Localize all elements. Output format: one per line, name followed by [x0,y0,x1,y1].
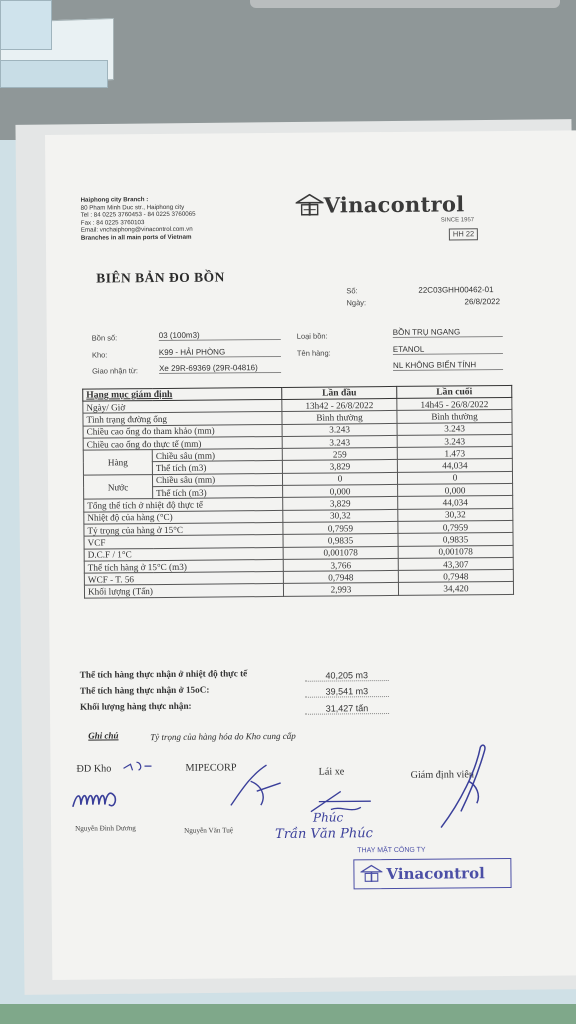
row-last: 0,9835 [398,533,513,546]
kho-value: K99 - HẢI PHÒNG [159,347,281,358]
row-label: D.C.F / 1°C [84,547,283,561]
row-last: 0,000 [398,484,513,497]
desk-tray [250,0,560,8]
measurement-table [82,385,514,598]
row-last: 0,001078 [398,545,513,558]
row-first: 3.243 [282,435,397,448]
row-last: 44,034 [398,496,513,509]
row-first: 3,766 [283,558,398,571]
so-label: Số: [346,286,358,296]
row-label: Chiều sâu (mm) [152,449,282,462]
ngay-value: 26/8/2022 [464,297,501,307]
sig-role-mipecorp: MIPECORP [185,762,237,774]
row-label: WCF - T. 56 [84,572,283,586]
summary-value: 39,541 m3 [305,686,389,698]
row-last: Bình thường [397,410,512,423]
row-first: 30,32 [283,509,398,522]
row-first: 3.243 [282,423,397,436]
branch-address: 80 Pham Minh Duc str., Haiphong city [80,203,185,212]
summary-value: 31,427 tấn [305,703,389,715]
row-first: 2,993 [283,583,398,596]
row-label: Ngày/ Giờ [83,399,282,413]
group-label-nuoc: Nước [83,474,152,499]
row-first: Bình thường [282,411,397,424]
scales-icon [296,193,324,217]
row-first: 3,829 [282,460,397,473]
form-code-box: HH 22 [449,228,478,240]
vinacontrol-logo [296,191,465,217]
document-title: BIÊN BẢN ĐO BỒN [96,269,225,286]
branch-network: Branches in all main ports of Vietnam [80,233,192,242]
row-label: Thể tích (m3) [152,461,282,474]
desk-bottom-strip [0,1004,576,1024]
row-first: 13h42 - 26/8/2022 [282,398,397,411]
stamp-brand: Vinacontrol [386,864,485,884]
bon-so-value: 03 (100m3) [159,330,281,341]
row-label: Tổng thể tích ở nhiệt độ thực tế [84,498,283,512]
row-last: 3.243 [397,434,512,447]
stamp-thay-mat: THAY MẶT CÔNG TY [357,846,426,855]
row-first: 3,829 [283,497,398,510]
group-label-hang: Hàng [83,450,152,475]
signature-dd-kho [69,784,169,815]
company-stamp [333,844,521,904]
ten-hang-label: Tên hàng: [296,348,331,358]
row-first: 0,9835 [283,534,398,547]
summary-label: Thể tích hàng thực nhận ở 15oC: [79,684,210,696]
ten-hang-value-2: NL KHÔNG BIẾN TÍNH [393,360,503,371]
signature-initial [120,758,154,774]
loai-bon-value: BỒN TRỤ NGANG [393,327,503,338]
header-first: Lần đầu [282,386,397,399]
loai-bon-label: Loại bồn: [296,331,328,341]
note-label: Ghi chú [88,730,119,741]
row-last: 30,32 [398,508,513,521]
driver-handwritten-name: Phúc [312,810,344,825]
row-last: 0 [397,471,512,484]
row-last: 34,420 [398,582,513,595]
sig-role-giam-dinh: Giám định viên [410,769,475,781]
branch-title: Haiphong city Branch : [80,196,149,204]
row-last: 44,034 [397,459,512,472]
document-page [45,130,576,980]
header-item: Hạng mục giám định [83,387,282,401]
sig-name-dd-kho: Nguyễn Đình Dương [75,824,136,833]
sig-name-mipecorp: Nguyễn Văn Tuệ [184,826,234,835]
scales-icon [360,864,382,884]
ngay-label: Ngày: [346,298,367,308]
row-first: 0 [282,472,397,485]
row-last: 43,307 [398,557,513,570]
branch-address-block [81,196,196,242]
branch-email: Email: vnchaiphong@vinacontrol.com.vn [80,225,193,234]
desk-folder-blue [0,0,52,50]
sig-role-dd-kho: ĐD Kho [76,763,112,775]
row-first: 0,001078 [283,546,398,559]
giao-nhan-value: Xe 29R-69369 (29R-04816) [159,363,281,374]
row-label: Tình trạng đường ống [83,412,282,426]
row-first: 259 [282,448,397,461]
driver-handwritten-fullname: Trần Văn Phúc [275,826,373,843]
header-last: Lần cuối [397,385,512,398]
signature-mipecorp [220,761,290,812]
signature-giam-dinh [420,741,511,832]
logo-since: SINCE 1957 [440,217,475,224]
logo-text: Vinacontrol [323,191,465,218]
branch-fax: Fax : 84 0225 3760103 [80,218,145,227]
row-label: Thể tích hàng ở 15°C (m3) [84,559,283,573]
stamp-box [353,858,511,889]
row-label: Chiều cao ống đo tham khảo (mm) [83,424,282,438]
row-first: 0,7959 [283,521,398,534]
summary-value: 40,205 m3 [305,670,389,682]
giao-nhan-label: Giao nhận từ: [92,366,138,376]
summary-label: Khối lượng hàng thực nhận: [79,700,192,712]
ten-hang-value: ETANOL [393,344,503,355]
row-label: VCF [84,535,283,549]
branch-tel: Tel : 84 0225 3760453 - 84 0225 3760065 [80,210,196,219]
row-label: Tỷ trọng của hàng ở 15°C [84,522,283,536]
row-label: Chiều cao ống đo thực tế (mm) [83,436,282,450]
table-row [84,582,513,598]
row-last: 14h45 - 26/8/2022 [397,397,512,410]
kho-label: Kho: [91,350,108,360]
row-first: 0,7948 [283,571,398,584]
row-label: Khối lượng (Tấn) [84,584,283,598]
row-label: Chiều sâu (mm) [152,473,282,486]
row-label: Nhiệt độ của hàng (°C) [84,510,283,524]
row-label: Thể tích (m3) [153,486,283,499]
summary-label: Thể tích hàng thực nhận ở nhiệt độ thực tế [79,668,248,680]
row-first: 0,000 [283,485,398,498]
note-text: Tỷ trọng của hàng hóa do Kho cung cấp [150,730,296,743]
sig-role-lai-xe: Lái xe [318,766,345,778]
row-last: 0,7948 [398,570,513,583]
row-last: 0,7959 [398,520,513,533]
row-last: 3.243 [397,422,512,435]
row-last: 1.473 [397,447,512,460]
bon-so-label: Bồn số: [91,333,118,343]
so-value: 22C03GHH00462-01 [418,285,494,295]
desk-folder-stack [0,60,108,88]
